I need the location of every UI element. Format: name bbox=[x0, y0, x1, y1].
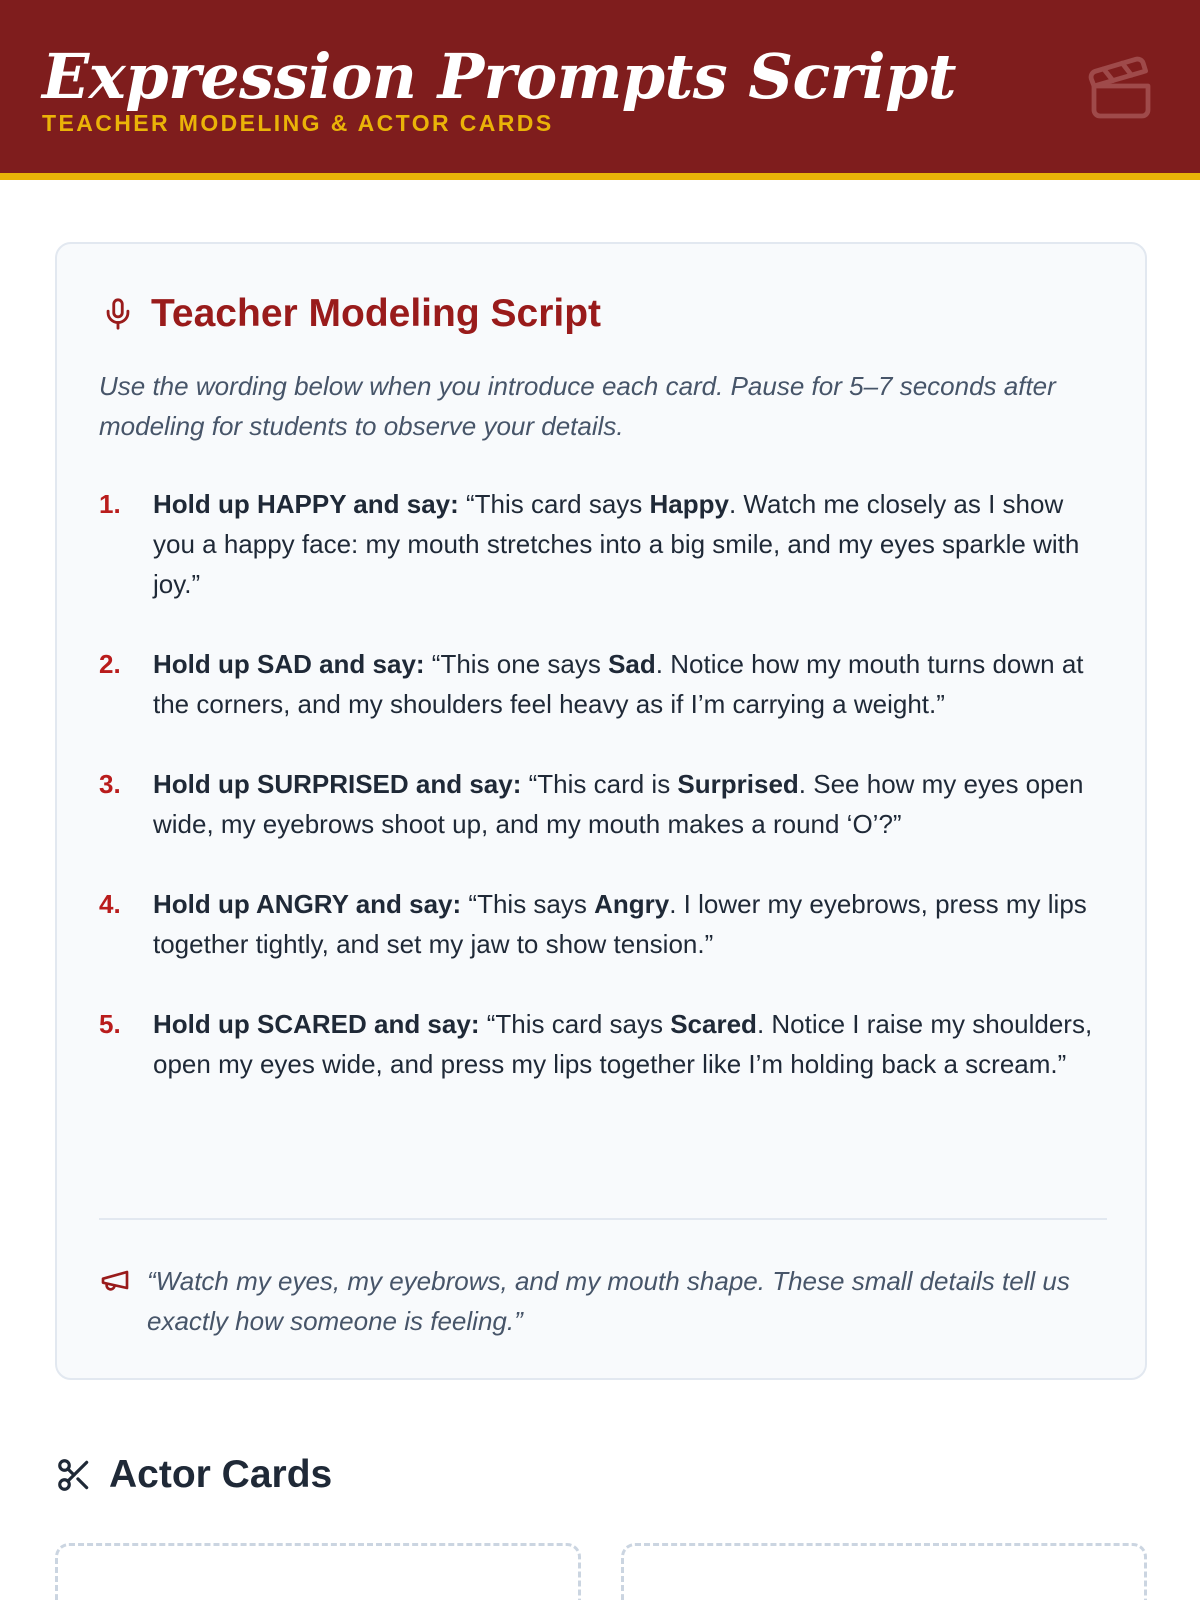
step-text bbox=[153, 764, 1109, 844]
script-intro: Use the wording below when you introduce each card. Pause for 5–7 seconds after modeling for students to observe your details. bbox=[99, 371, 1056, 441]
clapperboard-icon bbox=[1085, 53, 1157, 125]
modeling-step bbox=[99, 764, 1109, 844]
step-quote-end: . Watch me closely as I show you a happy face: my mouth stretches into a big smile, and my eyes sparkle with joy.” bbox=[153, 489, 1080, 599]
step-lead: Hold up SCARED and say: bbox=[153, 1009, 480, 1039]
modeling-steps-list bbox=[99, 484, 1109, 1124]
divider bbox=[99, 1218, 1107, 1220]
step-quote-end: . Notice how my mouth turns down at the corners, and my shoulders feel heavy as if I’m carrying a weight.” bbox=[153, 649, 1084, 719]
step-text bbox=[153, 644, 1109, 724]
step-number: 2. bbox=[99, 649, 121, 679]
actor-card bbox=[621, 1543, 1147, 1600]
step-quote-start: “This card is bbox=[521, 769, 678, 799]
step-emotion: Surprised bbox=[677, 769, 799, 799]
quote-text: “Watch my eyes, my eyebrows, and my mouth shape. These small details tell us exactly how someone is feeling.” bbox=[147, 1266, 1070, 1336]
modeling-step bbox=[99, 884, 1109, 964]
modeling-step bbox=[99, 1004, 1109, 1084]
script-heading bbox=[101, 292, 601, 336]
microphone-icon bbox=[101, 294, 135, 334]
modeling-step bbox=[99, 484, 1109, 604]
teacher-modeling-card bbox=[55, 242, 1147, 1380]
step-quote-start: “This one says bbox=[424, 649, 609, 679]
step-text bbox=[153, 484, 1109, 604]
step-text bbox=[153, 884, 1109, 964]
page-header bbox=[0, 0, 1200, 180]
megaphone-icon bbox=[99, 1264, 131, 1296]
step-number: 1. bbox=[99, 489, 121, 519]
actor-cards-title: Actor Cards bbox=[109, 1453, 333, 1496]
actor-card bbox=[55, 1543, 581, 1600]
page-subtitle: TEACHER MODELING & ACTOR CARDS bbox=[42, 110, 554, 136]
step-emotion: Angry bbox=[594, 889, 670, 919]
step-quote-end: . Notice I raise my shoulders, open my eyes wide, and press my lips together like I’m holding back a scream.” bbox=[153, 1009, 1093, 1079]
script-title: Teacher Modeling Script bbox=[151, 292, 602, 335]
step-emotion: Scared bbox=[670, 1009, 757, 1039]
step-lead: Hold up SAD and say: bbox=[153, 649, 425, 679]
step-number: 3. bbox=[99, 769, 121, 799]
step-quote-end: . See how my eyes open wide, my eyebrows shoot up, and my mouth makes a round ‘O’?” bbox=[153, 769, 1084, 839]
step-lead: Hold up HAPPY and say: bbox=[153, 489, 459, 519]
step-lead: Hold up SURPRISED and say: bbox=[153, 769, 522, 799]
actor-cards-heading bbox=[55, 1453, 332, 1497]
modeling-step bbox=[99, 644, 1109, 724]
step-lead: Hold up ANGRY and say: bbox=[153, 889, 462, 919]
step-number: 4. bbox=[99, 889, 121, 919]
step-quote-start: “This card says bbox=[479, 1009, 671, 1039]
step-quote-start: “This says bbox=[461, 889, 595, 919]
step-quote-start: “This card says bbox=[458, 489, 650, 519]
step-emotion: Sad bbox=[608, 649, 656, 679]
modeling-quote bbox=[99, 1261, 1109, 1341]
scissors-icon bbox=[55, 1456, 93, 1494]
step-number: 5. bbox=[99, 1009, 121, 1039]
step-quote-end: . I lower my eyebrows, press my lips together tightly, and set my jaw to show tension.” bbox=[153, 889, 1087, 959]
step-emotion: Happy bbox=[649, 489, 729, 519]
page-title: Expression Prompts Script bbox=[42, 40, 957, 113]
step-text bbox=[153, 1004, 1109, 1084]
